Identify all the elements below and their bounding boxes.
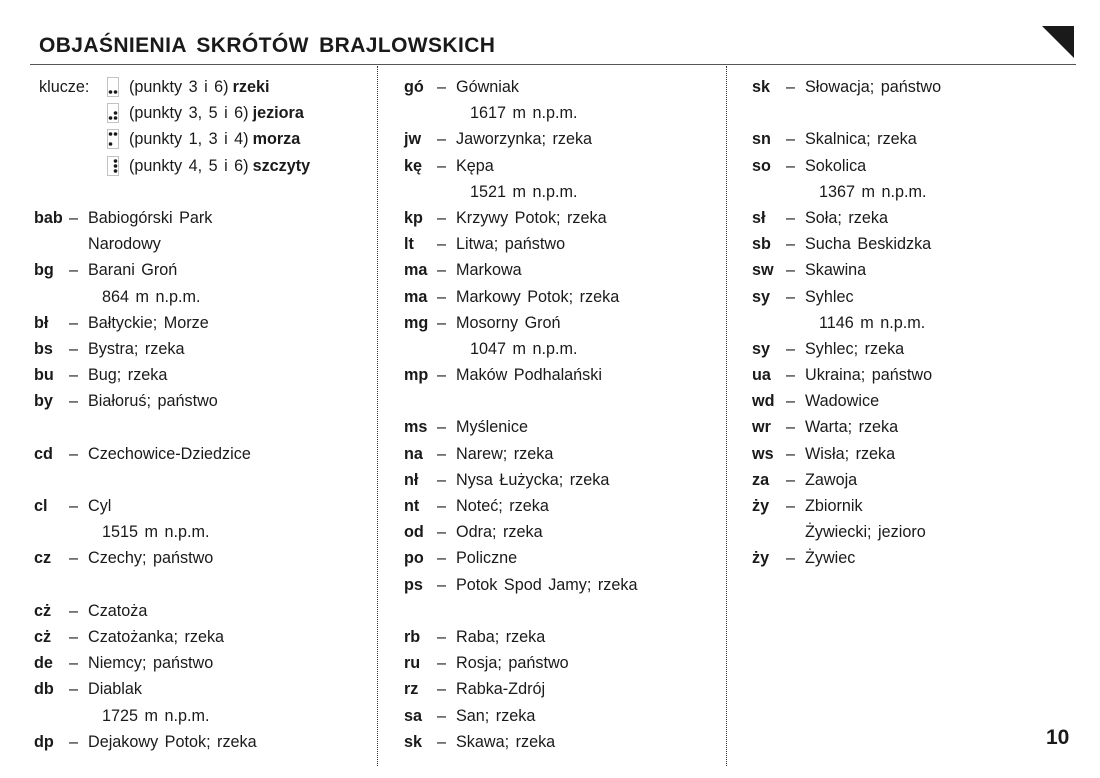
entry [404, 545, 637, 571]
entry-abbr: bs [34, 339, 53, 358]
entry [404, 572, 637, 598]
entry [752, 336, 941, 362]
blank-line [34, 179, 310, 205]
entry [404, 467, 637, 493]
entry-text: 1047 m n.p.m. [470, 339, 578, 358]
entry-dash: – [437, 208, 447, 227]
entry [34, 388, 310, 414]
entry-dash: – [437, 444, 447, 463]
entry-text: Markowa [456, 261, 522, 280]
entry-abbr: ru [404, 654, 421, 673]
entry-text: Żywiecki; jezioro [805, 523, 926, 542]
entry-text: Odra; rzeka [456, 523, 543, 542]
entry-abbr: sa [404, 706, 423, 725]
entry-dash: – [69, 549, 79, 568]
key-points: (punkty 3 i 6) [129, 78, 229, 96]
entry-dash: – [786, 287, 796, 306]
entry-abbr: sn [752, 130, 771, 149]
entry-text: Białoruś; państwo [88, 392, 218, 411]
entry-text: Noteć; rzeka [456, 497, 549, 515]
entry [404, 624, 637, 650]
blank-line [34, 467, 310, 493]
entry-dash: – [437, 313, 447, 332]
entry [752, 388, 941, 414]
entry-abbr: nł [404, 470, 419, 489]
entry-abbr: so [752, 156, 771, 175]
entry-text: 864 m n.p.m. [102, 287, 201, 306]
entry [404, 676, 637, 702]
entry-text: 1515 m n.p.m. [102, 523, 210, 542]
entry [404, 493, 637, 519]
entry [404, 362, 637, 388]
entry-dash: – [786, 366, 796, 385]
entry-dash: – [437, 78, 447, 96]
entry-dash: – [437, 287, 447, 306]
entry [752, 441, 941, 467]
column-3 [752, 74, 941, 572]
entry-dash: – [786, 130, 796, 149]
entry-abbr: wr [752, 418, 771, 437]
entry-abbr: od [404, 523, 424, 542]
entry-text: Zbiornik [805, 497, 863, 515]
entry-text: Niemcy; państwo [88, 654, 214, 673]
entry [752, 257, 941, 283]
entry [34, 676, 310, 702]
entry-text: 1146 m n.p.m. [819, 313, 926, 332]
entry-elevation [34, 284, 310, 310]
entry-dash: – [437, 575, 447, 594]
entry [752, 467, 941, 493]
entry-dash: – [69, 680, 79, 699]
entry [34, 729, 310, 755]
entry-abbr: za [752, 470, 770, 489]
entry-dash: – [786, 470, 796, 489]
entry-continuation [752, 519, 941, 545]
entry-text: Zawoja [805, 470, 858, 489]
entry-text: Policzne [456, 549, 518, 568]
entry-abbr: kp [404, 208, 423, 227]
entry-abbr: wd [752, 392, 775, 411]
entry-abbr: po [404, 549, 424, 568]
entry-text: 1521 m n.p.m. [470, 182, 578, 201]
entry-dash: – [69, 392, 79, 411]
corner-triangle-icon [1042, 26, 1074, 58]
entry-text: Soła; rzeka [805, 208, 888, 227]
key-line [34, 153, 310, 179]
entry-text: Syhlec [805, 287, 854, 306]
entry [34, 545, 310, 571]
braille-dots-4-5-6-icon [107, 156, 119, 176]
entry-elevation [752, 310, 941, 336]
entry [34, 362, 310, 388]
entry-abbr: cl [34, 497, 48, 515]
key-line [34, 74, 310, 100]
entry-abbr: bab [34, 208, 63, 227]
entry-dash: – [69, 732, 79, 751]
entry-abbr: ma [404, 287, 428, 306]
blank-line [34, 414, 310, 440]
entry-elevation [404, 179, 637, 205]
entry-continuation [34, 231, 310, 257]
entry-abbr: ży [752, 497, 770, 515]
key-line [34, 126, 310, 152]
entry [34, 310, 310, 336]
entry-abbr: nt [404, 497, 420, 515]
entry-text: Skalnica; rzeka [805, 130, 917, 149]
key-term: jeziora [252, 104, 304, 123]
entry-abbr: sk [404, 732, 423, 751]
key-points: (punkty 1, 3 i 4) [129, 130, 249, 149]
entry [752, 153, 941, 179]
entry-dash: – [786, 156, 796, 175]
entry-abbr: lt [404, 235, 414, 254]
entry-abbr: mg [404, 313, 429, 332]
entry [752, 126, 941, 152]
entry-text: Maków Podhalański [456, 366, 602, 385]
entry [752, 74, 941, 100]
key-term: morza [252, 130, 301, 149]
entry-dash: – [437, 130, 447, 149]
entry-abbr: sy [752, 339, 771, 358]
entry-text: Skawa; rzeka [456, 732, 556, 751]
entry-text: Sucha Beskidzka [805, 235, 932, 254]
entry-abbr: sł [752, 208, 766, 227]
blank-line [34, 572, 310, 598]
entry-dash: – [437, 235, 447, 254]
entry [404, 205, 637, 231]
entry [404, 729, 637, 755]
entry-text: Potok Spod Jamy; rzeka [456, 575, 638, 594]
entry-dash: – [437, 680, 447, 699]
entry-text: Myślenice [456, 418, 528, 437]
entry-text: Czechy; państwo [88, 549, 214, 568]
entry-elevation [34, 519, 310, 545]
entry-abbr: cd [34, 444, 53, 463]
entry-abbr: ws [752, 444, 774, 463]
entry-text: San; rzeka [456, 706, 536, 725]
entry-text: Cyl [88, 497, 112, 515]
entry-text: Litwa; państwo [456, 235, 566, 254]
entry-text: Skawina [805, 261, 867, 280]
entry-abbr: gó [404, 78, 424, 96]
entry-text: Czechowice-Dziedzice [88, 444, 251, 463]
entry [404, 153, 637, 179]
page-title: OBJAŚNIENIA SKRÓTÓW BRAJLOWSKICH [39, 34, 496, 57]
entry [752, 284, 941, 310]
keys-label: klucze: [39, 78, 90, 96]
blank-line [752, 100, 941, 126]
entry [404, 703, 637, 729]
entry-text: Diablak [88, 680, 142, 699]
entry-text: Babiogórski Park [88, 208, 213, 227]
entry [404, 310, 637, 336]
entry [404, 650, 637, 676]
entry-dash: – [786, 549, 796, 568]
entry [404, 414, 637, 440]
entry [404, 257, 637, 283]
entry-text: Warta; rzeka [805, 418, 899, 437]
entry-abbr: bł [34, 313, 49, 332]
entry-dash: – [437, 470, 447, 489]
column-1 [34, 74, 310, 755]
entry-dash: – [69, 339, 79, 358]
entry-dash: – [786, 392, 796, 411]
column-2 [404, 74, 637, 755]
entry-elevation [404, 336, 637, 362]
entry-dash: – [437, 261, 447, 280]
entry [752, 231, 941, 257]
entry-abbr: sb [752, 235, 771, 254]
entry-abbr: kę [404, 156, 423, 175]
entry-text: Rosja; państwo [456, 654, 569, 673]
entry-text: Syhlec; rzeka [805, 339, 905, 358]
entry [34, 441, 310, 467]
entry [404, 519, 637, 545]
entry-text: Narew; rzeka [456, 444, 554, 463]
entry-text: Słowacja; państwo [805, 78, 942, 96]
entry-dash: – [437, 497, 447, 515]
entry-text: Markowy Potok; rzeka [456, 287, 620, 306]
entry-abbr: jw [404, 130, 422, 149]
entry [404, 231, 637, 257]
entry-abbr: by [34, 392, 53, 411]
entry-text: Bug; rzeka [88, 366, 168, 385]
entry-dash: – [786, 444, 796, 463]
entry-text: 1367 m n.p.m. [819, 182, 927, 201]
entry-dash: – [437, 418, 447, 437]
page-number: 10 [1046, 726, 1070, 749]
entry-text: Narodowy [88, 235, 161, 254]
entry-abbr: sy [752, 287, 771, 306]
entry-abbr: ma [404, 261, 428, 280]
entry [34, 257, 310, 283]
entry-abbr: sk [752, 78, 771, 96]
entry-text: Czatożanka; rzeka [88, 627, 225, 646]
entry-text: Bystra; rzeka [88, 339, 185, 358]
entry-text: Wadowice [805, 392, 880, 411]
entry-dash: – [437, 732, 447, 751]
entry [752, 205, 941, 231]
entry [404, 441, 637, 467]
entry-text: Krzywy Potok; rzeka [456, 208, 607, 227]
entry-dash: – [69, 366, 79, 385]
entry [34, 598, 310, 624]
entry-text: Czatoża [88, 601, 148, 620]
blank-line [404, 388, 637, 414]
entry-text: 1617 m n.p.m. [470, 104, 578, 123]
entry-text: Dejakowy Potok; rzeka [88, 732, 257, 751]
entry-text: Sokolica [805, 156, 867, 175]
entry-dash: – [69, 313, 79, 332]
entry [34, 336, 310, 362]
entry-dash: – [437, 366, 447, 385]
entry-text: Żywiec [805, 549, 856, 568]
entry-dash: – [786, 235, 796, 254]
entry-text: Jaworzynka; rzeka [456, 130, 593, 149]
entry-abbr: ua [752, 366, 771, 385]
entry-elevation [34, 703, 310, 729]
entry [752, 493, 941, 519]
entry-text: Nysa Łużycka; rzeka [456, 470, 610, 489]
braille-dots-3-6-icon [107, 77, 119, 97]
entry-text: Bałtyckie; Morze [88, 313, 209, 332]
entry-abbr: bu [34, 366, 54, 385]
entry-dash: – [786, 339, 796, 358]
entry-dash: – [69, 261, 79, 280]
entry-abbr: mp [404, 366, 429, 385]
key-line [34, 100, 310, 126]
entry [34, 650, 310, 676]
entry-abbr: ms [404, 418, 428, 437]
braille-dots-1-3-4-icon [107, 129, 119, 149]
entry-dash: – [69, 627, 79, 646]
entry-dash: – [69, 601, 79, 620]
entry-abbr: rz [404, 680, 419, 699]
braille-dots-3-5-6-icon [107, 103, 119, 123]
entry-abbr: cz [34, 549, 52, 568]
entry-dash: – [437, 549, 447, 568]
entry-abbr: rb [404, 627, 421, 646]
entry-abbr: ży [752, 549, 770, 568]
entry-dash: – [786, 208, 796, 227]
entry [34, 624, 310, 650]
entry-dash: – [437, 654, 447, 673]
entry [404, 126, 637, 152]
entry-dash: – [69, 497, 79, 515]
entry-text: Mosorny Groń [456, 313, 561, 332]
key-points: (punkty 3, 5 i 6) [129, 104, 249, 123]
entry-text: Barani Groń [88, 261, 178, 280]
entry [404, 284, 637, 310]
entry-text: Ukraina; państwo [805, 366, 933, 385]
entry-abbr: na [404, 444, 423, 463]
entry-dash: – [786, 261, 796, 280]
entry-text: Raba; rzeka [456, 627, 546, 646]
entry-text: Gówniak [456, 78, 519, 96]
entry-dash: – [437, 706, 447, 725]
entry [752, 414, 941, 440]
blank-line [404, 598, 637, 624]
entry-dash: – [69, 444, 79, 463]
entry-elevation [752, 179, 941, 205]
entry [34, 493, 310, 519]
entry-text: Rabka-Zdrój [456, 680, 546, 699]
entry-abbr: cż [34, 627, 52, 646]
entry-abbr: cż [34, 601, 52, 620]
entry-abbr: sw [752, 261, 774, 280]
entry-abbr: de [34, 654, 53, 673]
entry-abbr: bg [34, 261, 54, 280]
column-divider-2 [726, 66, 727, 766]
entry-dash: – [437, 627, 447, 646]
entry-dash: – [69, 654, 79, 673]
entry-abbr: ps [404, 575, 423, 594]
entry [752, 545, 941, 571]
title-rule [30, 64, 1076, 65]
entry-abbr: db [34, 680, 54, 699]
column-divider-1 [377, 66, 378, 766]
key-points: (punkty 4, 5 i 6) [129, 156, 249, 175]
entry-dash: – [786, 78, 796, 96]
entry [404, 74, 637, 100]
entry [752, 362, 941, 388]
entry-text: Kępa [456, 156, 494, 175]
entry-text: Wisła; rzeka [805, 444, 896, 463]
entry-dash: – [69, 208, 79, 227]
key-term: szczyty [252, 156, 311, 175]
key-term: rzeki [232, 78, 270, 96]
entry-elevation [404, 100, 637, 126]
entry-dash: – [437, 523, 447, 542]
entry-dash: – [786, 497, 796, 515]
entry-dash: – [437, 156, 447, 175]
entry-abbr: dp [34, 732, 54, 751]
entry [34, 205, 310, 231]
entry-dash: – [786, 418, 796, 437]
entry-text: 1725 m n.p.m. [102, 706, 210, 725]
